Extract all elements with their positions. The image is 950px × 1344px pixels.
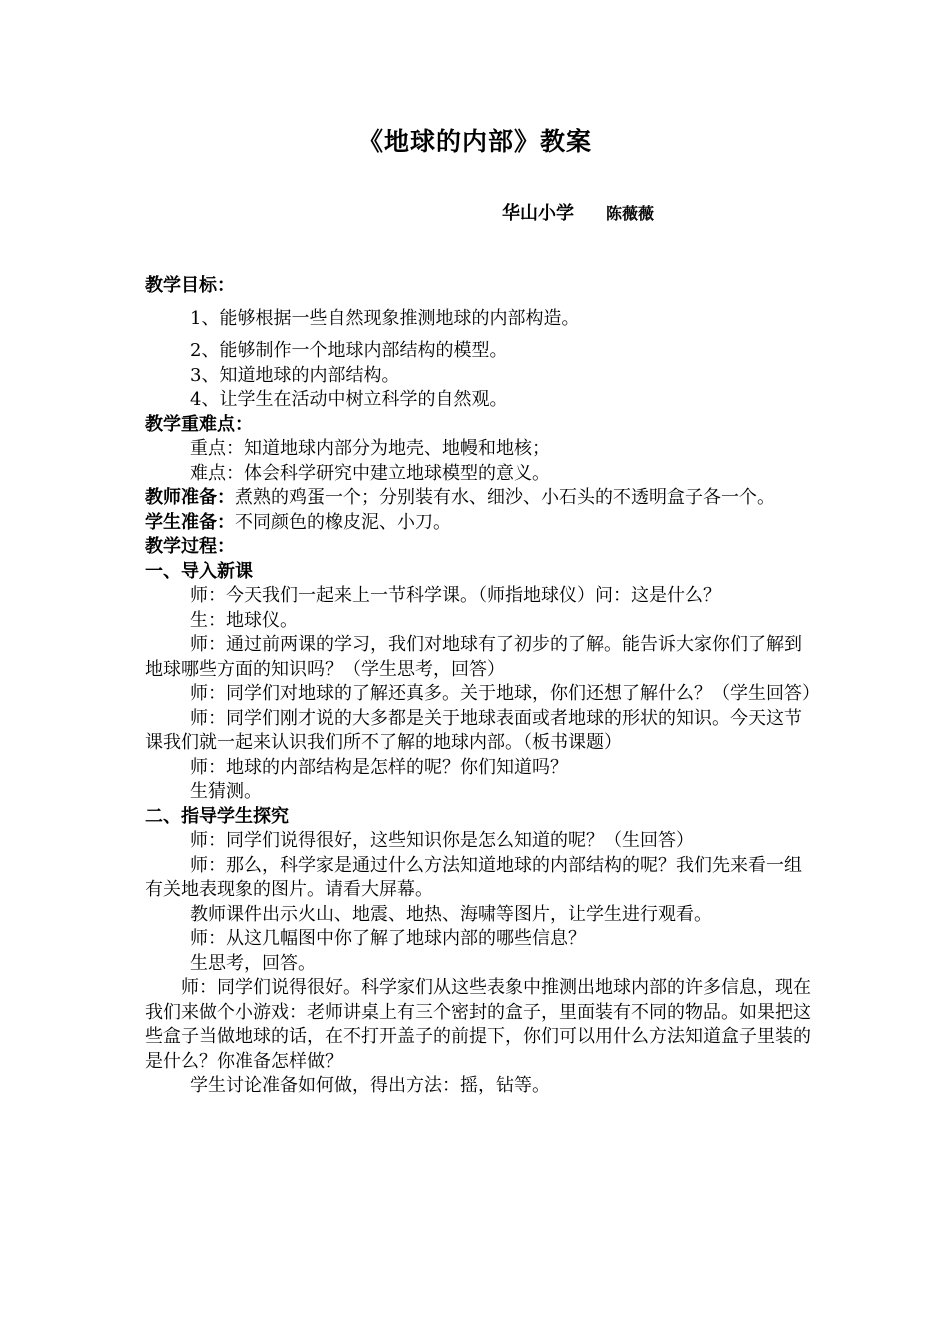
document-title: 《地球的内部》教案	[357, 127, 592, 156]
student-prep-text: 不同颜色的橡皮泥、小刀。	[235, 511, 451, 533]
section-heading: 二、指导学生探究	[145, 805, 289, 827]
section-heading: 一、导入新课	[145, 560, 253, 582]
document-body	[145, 274, 820, 1099]
objective-item: 3、知道地球的内部结构。	[190, 364, 400, 386]
key-points-heading: 教学重难点：	[145, 413, 253, 435]
key-point-focus: 重点：知道地球内部分为地壳、地幔和地核；	[190, 438, 550, 459]
teacher-prep	[145, 486, 815, 511]
dialogue-line: 师：从这几幅图中你了解了地球内部的哪些信息？	[190, 928, 586, 949]
objectives-heading: 教学目标：	[145, 275, 235, 296]
key-point-difficulty: 难点：体会科学研究中建立地球模型的意义。	[190, 462, 550, 484]
school-name: 华山小学	[502, 203, 574, 224]
author-line	[502, 200, 654, 228]
dialogue-line: 师：同学们对地球的了解还真多。关于地球，你们还想了解什么？（学生回答）	[190, 683, 820, 704]
dialogue-line: 学生讨论准备如何做，得出方法：摇，钻等。	[190, 1075, 550, 1096]
dialogue-line: 生思考，回答。	[190, 952, 316, 974]
teacher-prep-text: 煮熟的鸡蛋一个；分别装有水、细沙、小石头的不透明盒子各一个。	[235, 487, 775, 508]
objective-item: 1、能够根据一些自然现象推测地球的内部构造。	[190, 307, 580, 329]
dialogue-line: 师：通过前两课的学习，我们对地球有了初步的了解。能告诉大家你们了解到地球哪些方面的知识吗？（学生思考，回答）	[145, 634, 802, 680]
teacher-name: 陈薇薇	[606, 204, 655, 223]
dialogue-line: 师：同学们说得很好，这些知识你是怎么知道的呢？（生回答）	[190, 830, 694, 851]
objective-item: 2、能够制作一个地球内部结构的模型。	[190, 340, 508, 361]
objective-item: 4、让学生在活动中树立科学的自然观。	[190, 389, 508, 410]
teacher-prep-label: 教师准备：	[145, 487, 235, 508]
dialogue-line: 生：地球仪。	[190, 609, 298, 631]
dialogue-line: 师：同学们刚才说的大多都是关于地球表面或者地球的形状的知识。今天这节课我们就一起来认识我们所不了解的地球内部。（板书课题）	[145, 707, 802, 753]
dialogue-line: 师：那么，科学家是通过什么方法知道地球的内部结构的呢？我们先来看一组有关地表现象的图片。请看大屏幕。	[145, 854, 802, 900]
student-prep-label: 学生准备：	[145, 511, 235, 533]
dialogue-line: 师：地球的内部结构是怎样的呢？你们知道吗？	[190, 756, 568, 778]
dialogue-line: 教师课件出示火山、地震、地热、海啸等图片，让学生进行观看。	[190, 903, 712, 925]
dialogue-line: 生猜测。	[190, 781, 262, 802]
dialogue-line: 师：同学们说得很好。科学家们从这些表象中推测出地球内部的许多信息，现在我们来做个小游戏：老师讲桌上有三个密封的盒子，里面装有不同的物品。如果把这些盒子当做地球的话，在不打开盖子的前提下，你们可以用什么方法知道盒子里装的是什么？你准备怎样做？	[145, 977, 811, 1072]
process-heading: 教学过程：	[145, 536, 235, 557]
dialogue-line: 师：今天我们一起来上一节科学课。（师指地球仪）问：这是什么？	[190, 585, 721, 606]
student-prep	[145, 511, 815, 536]
